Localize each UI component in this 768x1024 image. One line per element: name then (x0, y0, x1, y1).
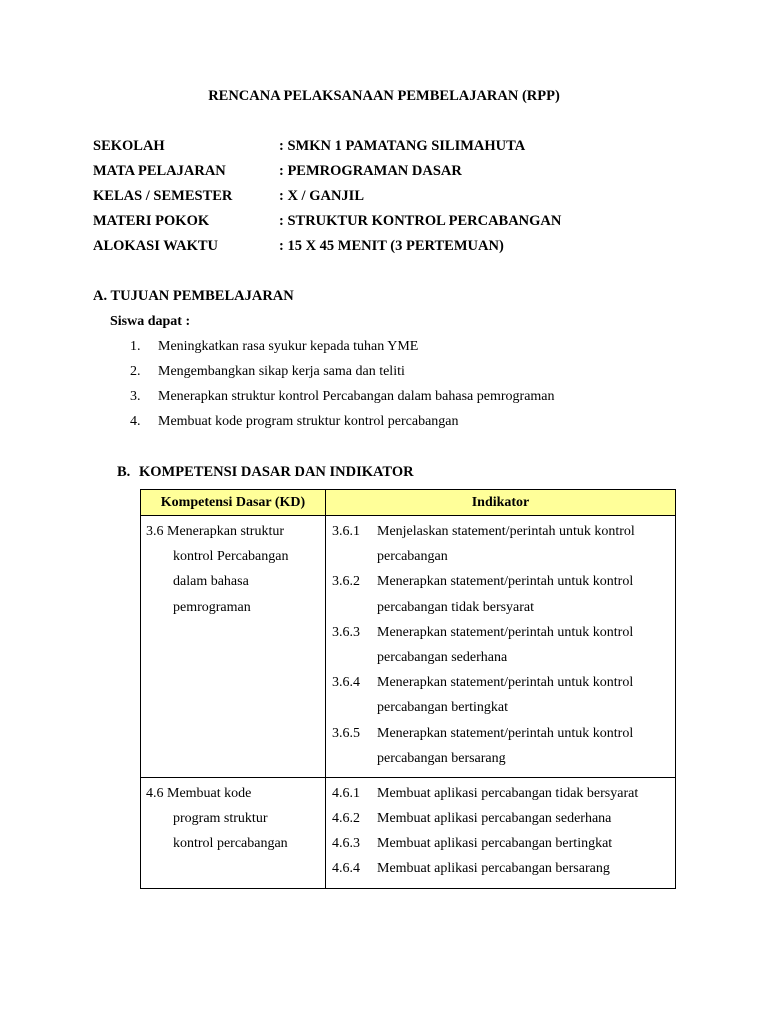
indicator-number: 4.6.3 (332, 836, 360, 852)
info-label: SEKOLAH (93, 138, 165, 154)
indicator-text: Menjelaskan statement/perintah untuk kontrol (377, 524, 635, 539)
kd-line: dalam bahasa (173, 574, 249, 590)
kd-indicator-table (140, 489, 676, 889)
indicator-number: 3.6.5 (332, 725, 360, 741)
kd-line: 3.6 Menerapkan struktur (146, 524, 285, 539)
list-item-text: Meningkatkan rasa syukur kepada tuhan YME (158, 339, 419, 354)
indicator-cell (326, 516, 676, 778)
info-value: : X / GANJIL (279, 188, 364, 204)
indicator-number: 4.6.4 (332, 861, 360, 877)
kd-line: 4.6 Membuat kode (146, 785, 252, 801)
section-a-intro: Siswa dapat : (110, 314, 191, 329)
indicator-text: percabangan bersarang (377, 750, 506, 766)
table-row (141, 777, 676, 888)
info-value: : SMKN 1 PAMATANG SILIMAHUTA (279, 138, 526, 154)
indicator-text: Membuat aplikasi percabangan sederhana (377, 811, 612, 827)
indicator-item (332, 670, 671, 720)
indicator-item (332, 856, 671, 881)
section-a-heading: A. TUJUAN PEMBELAJARAN (93, 288, 294, 304)
list-item (130, 388, 555, 413)
section-b-heading (117, 464, 414, 481)
info-value: : PEMROGRAMAN DASAR (279, 163, 462, 179)
indicator-item (332, 721, 671, 771)
indicator-text: percabangan tidak bersyarat (377, 599, 535, 615)
table-header-indikator: Indikator (326, 490, 676, 516)
indicator-text: percabangan bertingkat (377, 700, 508, 716)
info-value: : STRUKTUR KONTROL PERCABANGAN (279, 213, 562, 229)
indicator-number: 4.6.2 (332, 811, 360, 827)
kd-line: kontrol percabangan (173, 836, 288, 852)
indicator-item (332, 519, 671, 569)
kd-cell (141, 777, 326, 888)
kd-line: pemrograman (173, 599, 251, 615)
indicator-item (332, 831, 671, 856)
indicator-text: Membuat aplikasi percabangan bersarang (377, 861, 610, 877)
info-row-sekolah (93, 137, 561, 162)
indicator-text: Menerapkan statement/perintah untuk kontrol (377, 725, 634, 741)
indicator-item (332, 806, 671, 831)
kd-cell (141, 516, 326, 778)
info-label: MATA PELAJARAN (93, 163, 226, 179)
table-header-kd: Kompetensi Dasar (KD) (141, 490, 326, 516)
list-item (130, 413, 555, 438)
list-item (130, 338, 555, 363)
info-row-alokasi-waktu (93, 237, 561, 262)
indicator-number: 3.6.2 (332, 574, 360, 590)
info-label: MATERI POKOK (93, 213, 210, 229)
list-item-number: 2. (130, 364, 141, 379)
indicator-text: Menerapkan statement/perintah untuk kontrol (377, 624, 634, 640)
indicator-item (332, 569, 671, 619)
indicator-item (332, 620, 671, 670)
indicator-text: Menerapkan statement/perintah untuk kontrol (377, 675, 634, 691)
indicator-text: percabangan (377, 549, 448, 565)
indicator-text: Menerapkan statement/perintah untuk kontrol (377, 574, 634, 590)
indicator-cell (326, 777, 676, 888)
indicator-text: percabangan sederhana (377, 649, 508, 665)
table-row (141, 516, 676, 778)
document-title: RENCANA PELAKSANAAN PEMBELAJARAN (RPP) (208, 88, 560, 104)
table-header-row (141, 490, 676, 516)
info-row-materi-pokok (93, 212, 561, 237)
info-label: KELAS / SEMESTER (93, 188, 233, 204)
indicator-number: 3.6.1 (332, 524, 360, 539)
list-item-text: Menerapkan struktur kontrol Percabangan dalam bahasa pemrograman (158, 389, 555, 404)
goals-list (130, 338, 555, 438)
info-row-mata-pelajaran (93, 162, 561, 187)
section-b-title: KOMPETENSI DASAR DAN INDIKATOR (139, 464, 414, 480)
indicator-text: Membuat aplikasi percabangan bertingkat (377, 836, 613, 852)
list-item-number: 4. (130, 414, 141, 429)
section-b-letter: B. (117, 464, 131, 480)
indicator-number: 3.6.4 (332, 675, 360, 691)
indicator-item (332, 781, 671, 806)
list-item-number: 3. (130, 389, 141, 404)
list-item (130, 363, 555, 388)
info-label: ALOKASI WAKTU (93, 238, 219, 254)
info-row-kelas-semester (93, 187, 561, 212)
indicator-number: 4.6.1 (332, 785, 360, 801)
list-item-text: Mengembangkan sikap kerja sama dan teliti (158, 364, 405, 379)
indicator-number: 3.6.3 (332, 624, 360, 640)
info-value: : 15 X 45 MENIT (3 PERTEMUAN) (279, 238, 504, 254)
info-block (93, 137, 561, 262)
indicator-text: Membuat aplikasi percabangan tidak bersyarat (377, 785, 639, 801)
kd-line: program struktur (173, 811, 268, 827)
kd-line: kontrol Percabangan (173, 549, 289, 565)
list-item-number: 1. (130, 339, 141, 354)
list-item-text: Membuat kode program struktur kontrol percabangan (158, 414, 459, 429)
